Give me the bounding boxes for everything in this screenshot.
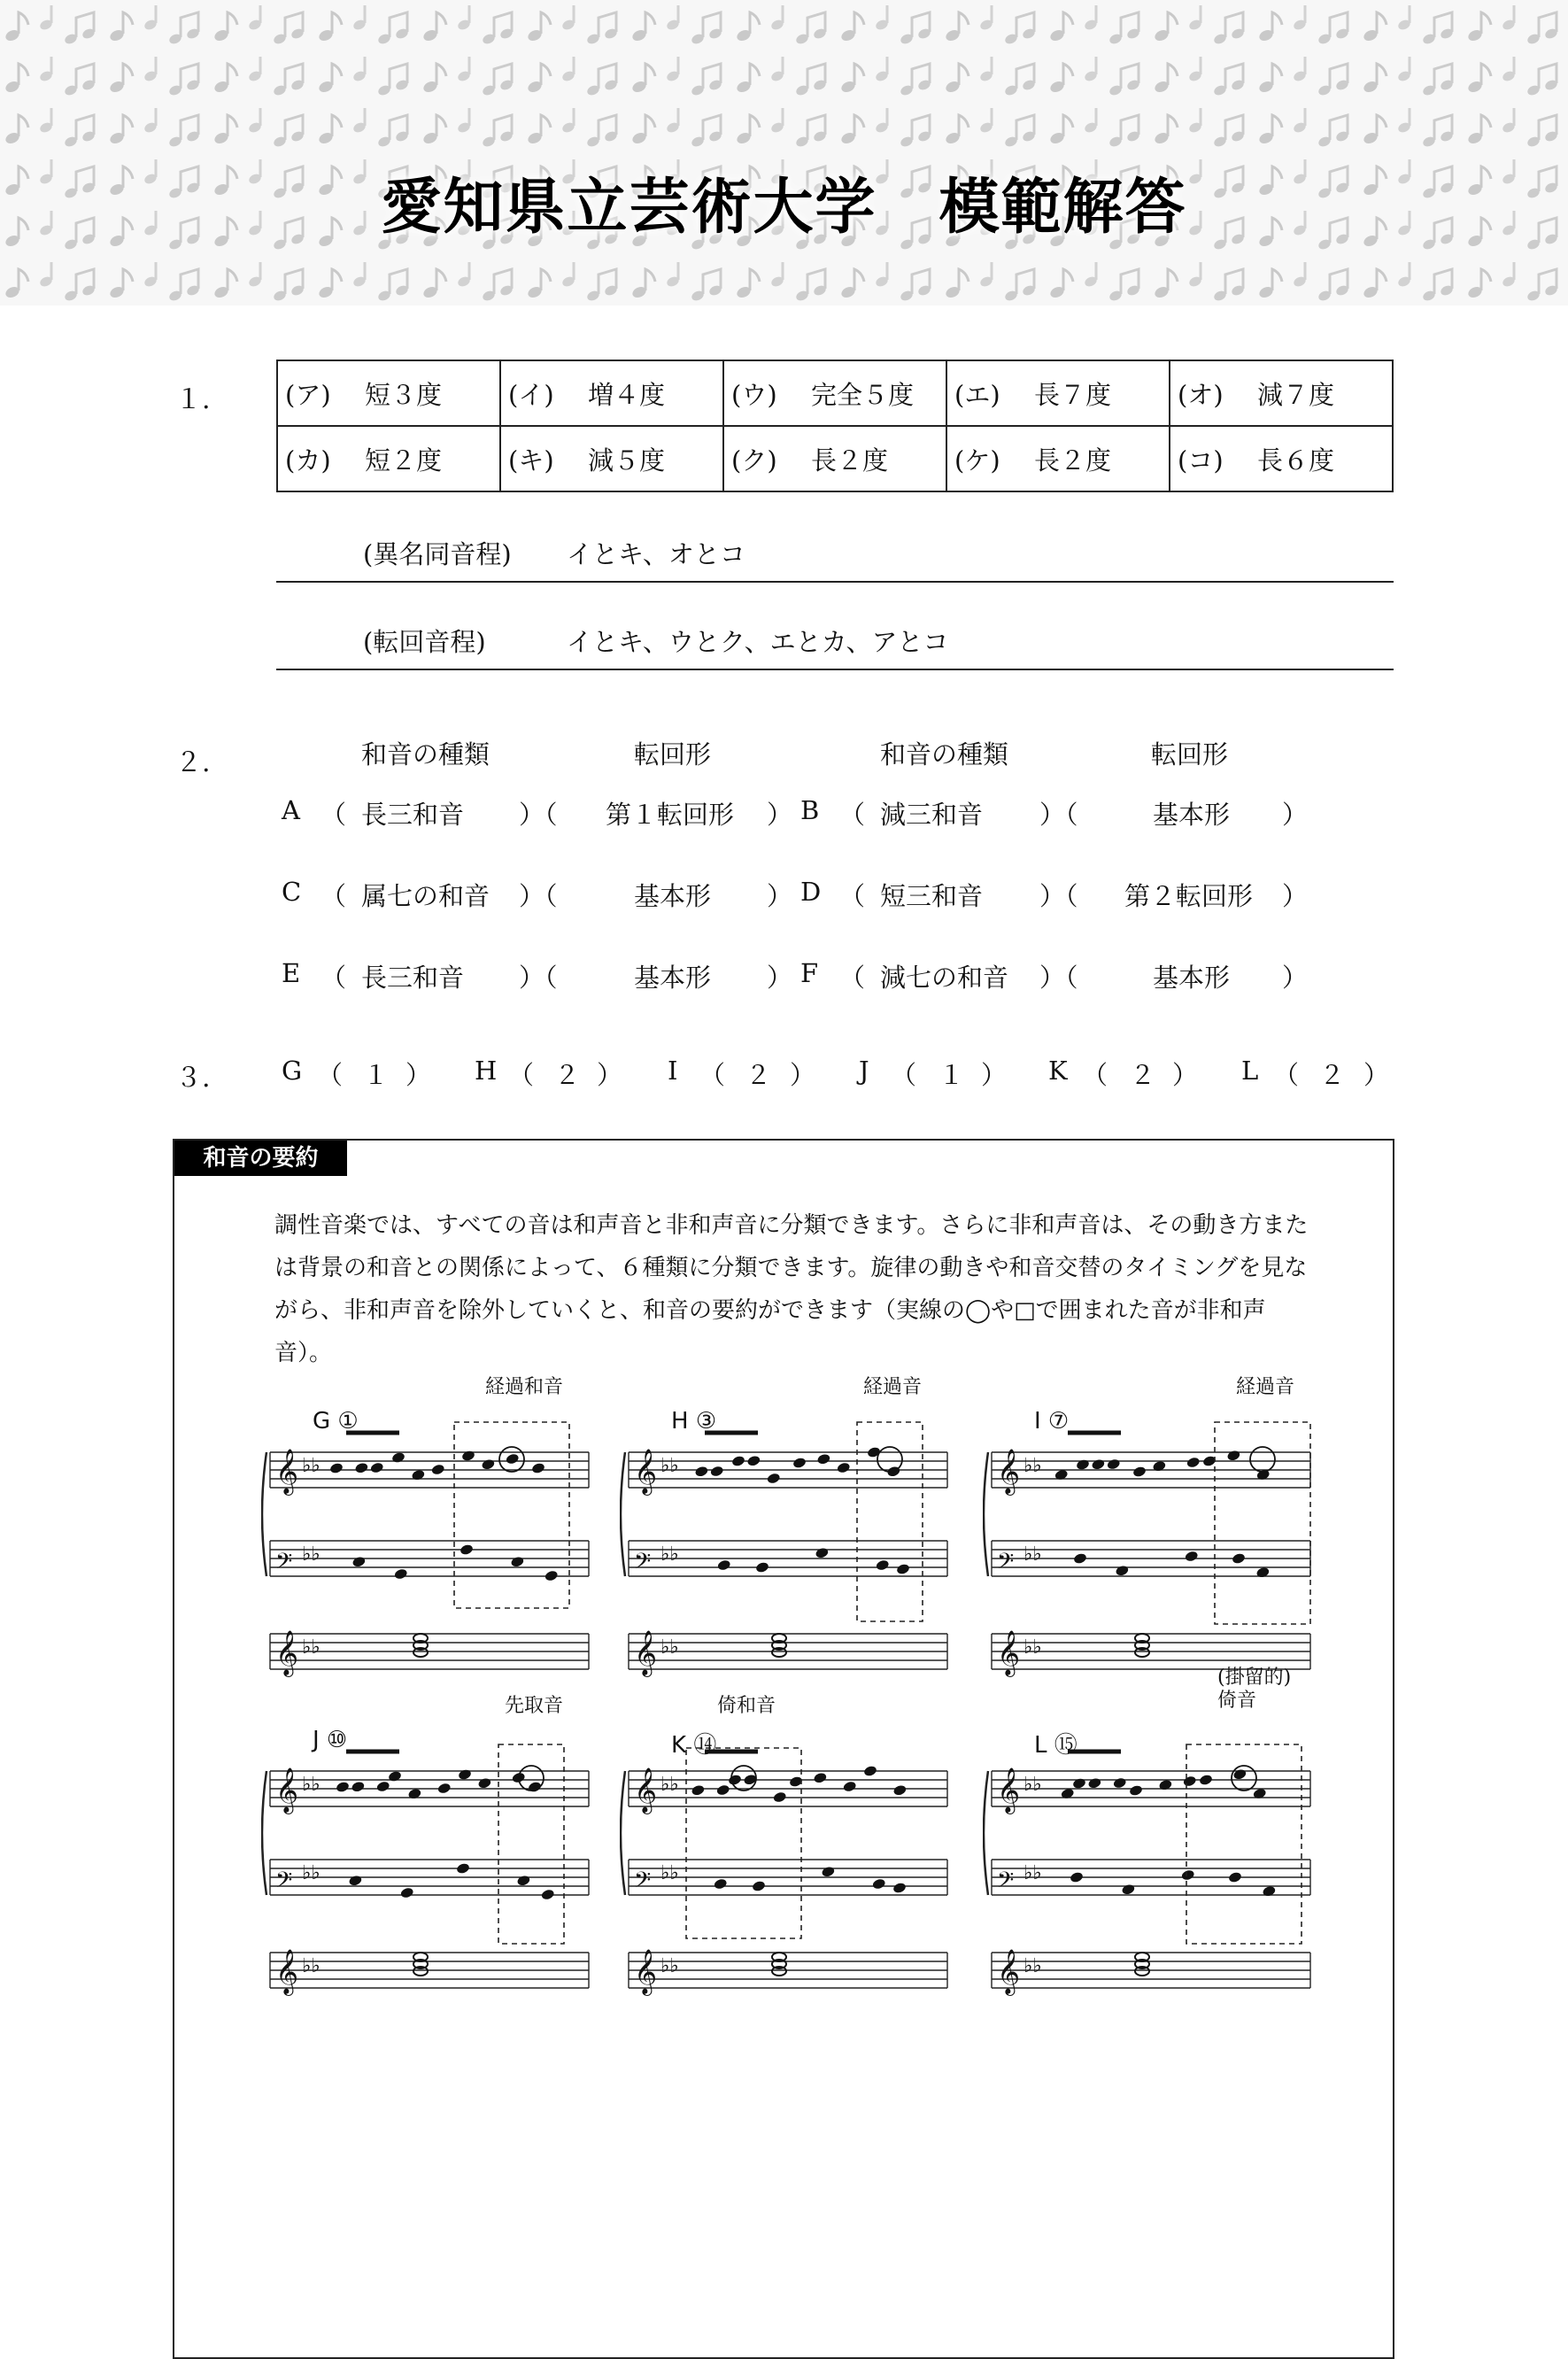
notehead [813,1772,828,1784]
notehead [694,1466,709,1478]
staff [629,1630,947,1677]
notehead [1070,1871,1085,1883]
notehead [458,1768,473,1781]
q3-value: １ [938,1060,965,1090]
q3-value: １ [363,1060,390,1090]
score-example [620,1736,956,2001]
notehead [399,1886,414,1899]
chord-letter: C [282,877,302,907]
score-example [261,1417,598,1682]
notehead [1232,1552,1247,1565]
notehead [892,1882,908,1894]
notehead [460,1543,475,1556]
chord-inversion: 基本形 [1153,963,1231,993]
brace [621,1452,625,1576]
staff [629,1449,947,1496]
score-svg [620,1417,956,1682]
notehead [336,1781,351,1793]
staff [992,1949,1310,1996]
key-signature: ♭♭ [302,1862,321,1884]
interval-table [276,360,1394,492]
notehead [766,1472,781,1484]
notehead [842,1780,857,1792]
interval-cell: (ア) 短３度 [277,360,500,426]
table-row [277,426,1393,491]
key-signature: ♭♭ [660,1455,679,1477]
notehead [896,1563,911,1575]
notehead [728,1774,743,1786]
chord-type: 長三和音 [361,800,465,830]
chord-inversion: 基本形 [634,963,712,993]
brace [262,1771,266,1895]
interval-cell: (イ) 増４度 [500,360,723,426]
notehead [871,1877,886,1890]
key-signature: ♭♭ [1023,1774,1042,1796]
notehead [516,1875,531,1887]
q3-value: ２ [745,1060,772,1090]
key-signature: ♭♭ [660,1774,679,1796]
non-chord-tone-marker [1250,1447,1275,1472]
chord-letter: F [800,958,819,988]
staff [270,1630,589,1677]
key-signature: ♭♭ [1023,1862,1042,1884]
notehead [329,1462,344,1474]
chord-letter: D [800,877,822,907]
notehead [755,1561,770,1574]
treble-clef: 𝄞 [634,1949,658,1994]
q3-letter: J [859,1056,869,1086]
brace [262,1452,266,1576]
notehead [1158,1779,1173,1791]
table-row [277,360,1393,426]
key-signature: ♭♭ [1023,1455,1042,1477]
q1-number: １. [175,384,211,415]
notehead [821,1866,836,1878]
staff [992,1860,1310,1899]
q2-number: ２. [175,747,211,778]
chord-inversion: 基本形 [1153,800,1231,830]
non-chord-tone-region [498,1744,564,1944]
example-annotation: 経過和音 [485,1376,564,1398]
chord-type: 減七の和音 [880,963,1009,993]
notehead [1091,1458,1106,1471]
example-label: L ⑮ [1034,1732,1078,1759]
notehead [1132,1466,1147,1478]
header-banner [0,0,1568,306]
chord-letter: E [282,958,301,988]
notehead [348,1875,363,1887]
non-chord-tone-marker [1232,1766,1256,1791]
notehead [1115,1565,1130,1577]
q3-answers: G （ １ ） H （ ２ ） I （ ２ ） J （ １ ） K （ ２ ） L （ ２ ） [282,1056,1390,1090]
brace [984,1452,988,1576]
notehead [351,1556,367,1568]
notehead [792,1457,807,1469]
chord-inversion: 基本形 [634,881,712,911]
chord-row: E （ 長三和音 ）（ 基本形 ） F （ 減七の和音 ）（ 基本形 ） [282,958,1309,993]
score-svg [983,1736,1319,2001]
chord-type: 減三和音 [880,800,984,830]
header-inversion: 転回形 [1151,739,1229,770]
key-signature: ♭♭ [302,1636,321,1659]
notehead [481,1458,496,1471]
notehead [430,1463,445,1475]
notehead [1129,1784,1144,1797]
key-signature: ♭♭ [302,1455,321,1477]
treble-clef: 𝄞 [634,1767,658,1813]
staff [270,1541,589,1580]
bass-clef: 𝄢 [275,1868,293,1899]
notehead [351,1781,366,1793]
key-signature: ♭♭ [660,1955,679,1977]
key-signature: ♭♭ [1023,1543,1042,1566]
interval-cell: (ウ) 完全５度 [723,360,946,426]
score-svg [261,1417,598,1682]
notehead [752,1880,767,1892]
notehead [1152,1460,1167,1473]
non-chord-tone-marker [877,1447,902,1472]
score-svg [983,1417,1319,1682]
notehead [1073,1552,1088,1565]
non-chord-tone-region [686,1748,801,1938]
chord-letter: B [800,795,820,825]
notehead [1072,1777,1087,1790]
notehead [709,1465,724,1477]
key-signature: ♭♭ [302,1543,321,1566]
score-svg [620,1736,956,2001]
treble-clef: 𝄞 [634,1630,658,1675]
example-annotation: 経過音 [1236,1376,1295,1398]
notehead [461,1450,476,1462]
inversion-label: (転回音程) [363,627,486,657]
chord-type: 属七の和音 [361,881,490,911]
chord-row: C （ 属七の和音 ）（ 基本形 ） D （ 短三和音 ）（ 第２転回形 ） [282,877,1309,911]
notehead [1262,1885,1277,1898]
interval-cell: (カ) 短２度 [277,426,500,491]
notehead [1255,1566,1271,1579]
q3-letter: H [475,1056,498,1086]
notehead [477,1777,492,1790]
notehead [505,1452,520,1465]
key-signature: ♭♭ [302,1774,321,1796]
notehead [1121,1883,1136,1896]
chord-inversion: 第２転回形 [1124,881,1254,911]
treble-clef: 𝄞 [997,1449,1021,1494]
notehead [436,1782,452,1794]
header-chord-type: 和音の種類 [880,739,1009,770]
summary-tag: 和音の要約 [174,1141,347,1176]
example-annotation: 倚和音 [717,1695,776,1717]
notehead [1087,1777,1102,1790]
notehead [1226,1450,1241,1462]
notehead [407,1788,422,1800]
example-annotation: 先取音 [505,1695,564,1717]
notehead [1186,1456,1201,1468]
q3-value: ２ [554,1060,581,1090]
inversion-row [276,623,1394,670]
page-title: 愛知県立芸術大学 模範解答 [381,173,1187,243]
banner-pattern [0,0,1568,306]
notehead [713,1877,728,1890]
q3-number: ３. [175,1063,211,1094]
treble-clef: 𝄞 [997,1949,1021,1994]
brace [984,1771,988,1895]
q3-value: ２ [1130,1060,1156,1090]
brace [621,1771,625,1895]
example-label: K ⑭ [671,1732,717,1759]
example-annotation: 経過音 [863,1376,923,1398]
notehead [863,1765,878,1777]
example-label: H ③ [671,1408,717,1435]
interval-cell: (ク) 長２度 [723,426,946,491]
score-svg [261,1736,598,2001]
notehead [746,1455,761,1467]
treble-clef: 𝄞 [997,1630,1021,1675]
key-signature: ♭♭ [660,1543,679,1566]
notehead [354,1462,369,1474]
bass-clef: 𝄢 [275,1549,293,1580]
interval-cell: (エ) 長７度 [946,360,1170,426]
notehead [892,1784,908,1797]
notehead [369,1461,384,1473]
bass-clef: 𝄢 [997,1549,1015,1580]
chord-type: 長三和音 [361,963,465,993]
treble-clef: 𝄞 [275,1767,299,1813]
staff [629,1860,947,1899]
enharmonic-row [276,535,1394,583]
inversion-value: イとキ、ウとク、エとカ、アとコ [567,627,949,657]
enharmonic-label: (異名同音程) [363,539,512,569]
notehead [815,1547,830,1559]
chord-inversion: 第１転回形 [606,800,735,830]
notehead [1112,1776,1127,1789]
interval-cell: (キ) 減５度 [500,426,723,491]
q3-letter: G [282,1056,303,1086]
q3-value: ２ [1319,1060,1346,1090]
summary-text: 調性音楽では、すべての音は和声音と非和声音に分類できます。さらに非和声音は、その動き方または背景の和音との関係によって、６種類に分類できます。旋律の動きや和音交替のタイミングを見ながら、非和声音を除外していくと、和音の要約ができます（実線の◯や□で囲まれた音が非和声音）。 [274,1212,1309,1366]
notehead [715,1783,730,1796]
treble-clef: 𝄞 [275,1449,299,1494]
notehead [691,1784,706,1797]
notehead [510,1556,525,1568]
notehead [531,1462,546,1474]
key-signature: ♭♭ [660,1636,679,1659]
key-signature: ♭♭ [1023,1955,1042,1977]
key-signature: ♭♭ [302,1955,321,1977]
example-label: I ⑦ [1034,1408,1070,1435]
notehead [456,1862,471,1875]
notehead [816,1453,831,1466]
treble-clef: 𝄞 [997,1767,1021,1813]
q3-letter: L [1241,1056,1259,1086]
key-signature: ♭♭ [1023,1636,1042,1659]
treble-clef: 𝄞 [275,1949,299,1994]
staff [270,1449,589,1496]
notehead [716,1558,731,1571]
notehead [875,1558,890,1571]
bass-clef: 𝄢 [634,1868,652,1899]
staff [270,1860,589,1899]
treble-clef: 𝄞 [634,1449,658,1494]
chord-letter: A [282,795,300,825]
notehead [375,1780,390,1792]
interval-cell: (コ) 長６度 [1170,426,1393,491]
q3-letter: I [668,1056,678,1086]
header-inversion: 転回形 [634,739,712,770]
treble-clef: 𝄞 [275,1630,299,1675]
chord-type: 短三和音 [880,881,984,911]
staff [270,1767,589,1814]
staff [629,1949,947,1996]
chord-row: A （ 長三和音 ）（ 第１転回形 ） B （ 減三和音 ）（ 基本形 ） [282,795,1309,830]
example-label: J ⑩ [313,1727,348,1753]
notehead [1180,1868,1195,1881]
notehead [836,1461,851,1473]
notehead [411,1469,426,1481]
notehead [388,1770,403,1783]
score-example [983,1417,1319,1682]
example-label: G ① [313,1408,359,1435]
enharmonic-value: イとキ、オとコ [567,539,745,569]
q3-letter: K [1048,1056,1068,1086]
notehead [1228,1871,1243,1883]
notehead [540,1888,555,1900]
staff [629,1541,947,1580]
bass-clef: 𝄢 [634,1549,652,1580]
notehead [544,1569,559,1582]
score-example [620,1417,956,1682]
notehead [1076,1458,1091,1471]
notehead [1199,1774,1214,1786]
interval-cell: (ケ) 長２度 [946,426,1170,491]
notehead [1182,1775,1197,1787]
key-signature: ♭♭ [660,1862,679,1884]
score-example [983,1736,1319,2001]
notehead [393,1567,408,1580]
header-chord-type: 和音の種類 [361,739,490,770]
notehead [1184,1550,1199,1562]
notehead [731,1455,746,1467]
score-example [261,1736,598,2001]
bass-clef: 𝄢 [997,1868,1015,1899]
interval-cell: (オ) 減７度 [1170,360,1393,426]
notehead [391,1451,406,1464]
notehead [1106,1458,1121,1470]
notehead [772,1791,787,1803]
staff [270,1949,589,1996]
example-annotation: (掛留的) 倚音 [1217,1667,1292,1712]
